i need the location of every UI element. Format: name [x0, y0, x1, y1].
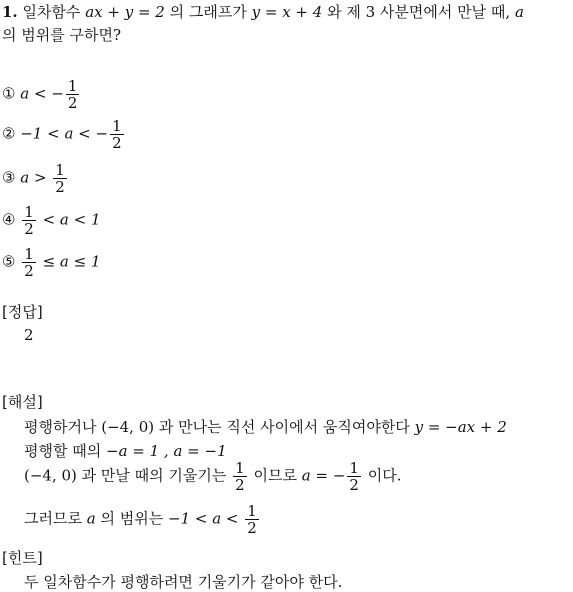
solution-text: 이다.	[367, 466, 402, 485]
fraction: $\frac{1}{2}$	[247, 502, 257, 537]
solution-text: 이므로	[253, 466, 297, 485]
question-text-a: 일차함수	[22, 3, 81, 21]
solution-equation: a = −	[301, 466, 346, 485]
choice-mark: ②	[2, 124, 16, 143]
question-text-b: 의 그래프가	[169, 3, 247, 21]
solution-equation: −a = 1 , a = −1	[106, 442, 227, 460]
equation-1: ax + y = 2	[85, 3, 165, 21]
choice-1[interactable]	[2, 78, 81, 111]
solution-line-3	[24, 460, 401, 493]
solution-equation: y = −ax + 2	[414, 418, 507, 436]
choice-2[interactable]	[2, 118, 126, 151]
question-text-d: 의 범위를 구하면?	[2, 26, 122, 44]
choice-expr: ≤ a ≤ 1	[42, 252, 101, 271]
choice-3[interactable]	[2, 162, 69, 195]
solution-text: 평행하거나 (−4, 0) 과 만나는 직선 사이에서 움직여야한다	[24, 418, 410, 436]
solution-text: (−4, 0) 과 만날 때의 기울기는	[24, 466, 227, 485]
choice-mark: ①	[2, 84, 16, 103]
answer-value: 2	[24, 326, 34, 344]
solution-equation: −1 < a <	[168, 509, 239, 528]
solution-text: 그러므로	[24, 509, 82, 528]
variable-a: a	[514, 3, 524, 21]
fraction: $\frac{1}{2}$	[24, 245, 34, 280]
hint-text: 두 일차함수가 평행하려면 기울기가 같아야 한다.	[24, 573, 343, 591]
question-line-1	[2, 2, 524, 22]
choice-expr: a < −	[20, 84, 64, 103]
fraction: $\frac{1}{2}$	[67, 77, 78, 112]
solution-label: [해설]	[2, 393, 43, 411]
solution-line-2	[24, 441, 227, 461]
choice-expr: a >	[20, 168, 47, 187]
fraction: $\frac{1}{2}$	[55, 161, 65, 196]
question-number: 1.	[2, 3, 18, 21]
choice-mark: ④	[2, 210, 16, 229]
solution-line-1	[24, 417, 507, 437]
solution-line-4	[24, 503, 261, 536]
fraction: $\frac{1}{2}$	[24, 203, 34, 238]
solution-text: 의 범위는	[100, 509, 164, 528]
fraction: $\frac{1}{2}$	[112, 117, 122, 152]
hint-label: [힌트]	[2, 549, 43, 567]
fraction: $\frac{1}{2}$	[235, 459, 245, 494]
question-line-2	[2, 25, 121, 45]
choice-5[interactable]	[2, 246, 101, 279]
variable-a: a	[86, 509, 96, 528]
choice-4[interactable]	[2, 204, 101, 237]
fraction: $\frac{1}{2}$	[349, 459, 359, 494]
question-text-c: 와 제 3 사분면에서 만날 때,	[327, 3, 511, 21]
choice-expr: < a < 1	[42, 210, 101, 229]
choice-mark: ⑤	[2, 252, 16, 271]
solution-text: 평행할 때의	[24, 442, 102, 460]
equation-2: y = x + 4	[251, 3, 323, 21]
choice-expr: −1 < a < −	[20, 124, 109, 143]
choice-mark: ③	[2, 168, 16, 187]
answer-label: [정답]	[2, 303, 43, 321]
